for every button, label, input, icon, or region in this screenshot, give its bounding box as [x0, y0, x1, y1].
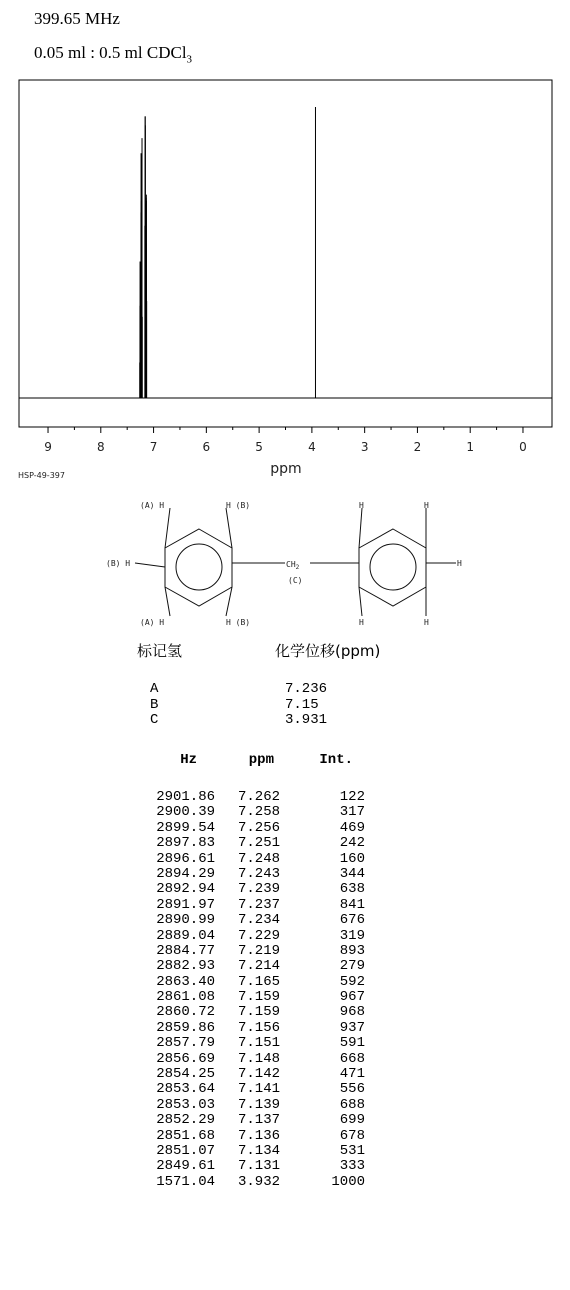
cell-int: 638 [339, 881, 365, 898]
table-row [145, 975, 365, 990]
x-tick-label: 7 [149, 440, 158, 454]
cell-int: 591 [339, 1035, 365, 1052]
cell-int: 668 [339, 1050, 365, 1067]
bond [226, 508, 232, 548]
cell-int: 242 [339, 835, 365, 852]
cell-hz: 2849.61 [156, 1158, 215, 1175]
table-row [145, 1159, 365, 1174]
cell-int: 968 [339, 1004, 365, 1021]
cell-int: 556 [339, 1081, 365, 1098]
cell-ppm: 7.237 [237, 896, 280, 913]
cell-ppm: 7.151 [237, 1035, 280, 1052]
cell-ppm: 7.159 [237, 989, 280, 1006]
cell-hz: 2863.40 [156, 973, 215, 990]
atom-label: H (B) [226, 501, 251, 510]
bond [359, 587, 362, 616]
cell-hz: 2882.93 [156, 958, 215, 975]
cell-hz: 2896.61 [156, 850, 215, 867]
table-row [145, 898, 365, 913]
peak-table [145, 752, 365, 1190]
cell-int: 699 [339, 1112, 365, 1129]
x-tick-label: 0 [519, 440, 527, 454]
cell-hz: 2860.72 [156, 1004, 215, 1021]
table-row [145, 821, 365, 836]
x-tick-label: 2 [413, 440, 422, 454]
cell-int: 678 [339, 1127, 365, 1144]
table-row [145, 1113, 365, 1128]
cell-ppm: 7.131 [237, 1158, 280, 1175]
table-row [145, 836, 365, 851]
assignment-row [150, 698, 327, 714]
assignment-label-header: 标记氢 [137, 642, 183, 660]
x-axis-ticks [44, 427, 527, 454]
cell-hz: 2861.08 [156, 989, 215, 1006]
cell-hz: 2856.69 [156, 1050, 215, 1067]
x-axis-label: ppm [270, 461, 302, 477]
cell-hz: 2900.39 [156, 804, 215, 821]
aromatic-circle-left [176, 544, 222, 590]
plot-frame [19, 80, 552, 427]
x-tick-label: 6 [202, 440, 211, 454]
bond [165, 587, 170, 616]
cell-hz: 2897.83 [156, 835, 215, 852]
table-row [145, 1021, 365, 1036]
cell-int: 160 [339, 850, 365, 867]
cell-ppm: 7.137 [237, 1112, 280, 1129]
table-row [145, 790, 365, 805]
bond [165, 508, 170, 548]
table-row [145, 1082, 365, 1097]
cell-ppm: 7.214 [237, 958, 280, 975]
cell-hz: 2851.68 [156, 1127, 215, 1144]
cell-int: 317 [339, 804, 365, 821]
x-tick-label: 3 [360, 440, 369, 454]
assignment-label: A [150, 681, 159, 697]
spectrometer-frequency: 399.65 MHz [34, 9, 120, 28]
atom-label: H [359, 501, 364, 510]
bond [135, 563, 165, 567]
x-tick-label: 8 [96, 440, 105, 454]
assignment-row [150, 713, 327, 729]
assignment-shift: 7.15 [285, 696, 319, 713]
ch2-subscript: 2 [295, 564, 300, 571]
cell-int: 122 [339, 789, 365, 805]
cell-hz: 2851.07 [156, 1142, 215, 1159]
cell-hz: 2852.29 [156, 1112, 215, 1129]
cell-int: 841 [339, 896, 365, 913]
cell-hz: 2891.97 [156, 896, 215, 913]
peak-table-body [145, 790, 365, 1190]
cell-int: 469 [339, 819, 365, 836]
cell-int: 937 [339, 1019, 365, 1036]
x-tick-label: 1 [466, 440, 475, 454]
sample-text: 0.05 ml : 0.5 ml CDCl [34, 43, 187, 62]
atom-label: H (B) [226, 618, 251, 627]
cell-hz: 2899.54 [156, 819, 215, 836]
cell-ppm: 7.258 [237, 804, 280, 821]
bond [226, 587, 232, 616]
cell-int: 319 [339, 927, 365, 944]
cell-hz: 2854.25 [156, 1066, 215, 1083]
atom-label: H [359, 618, 364, 627]
sample-subscript: 3 [186, 53, 193, 66]
nmr-spectrum-chart [0, 0, 570, 640]
cell-int: 893 [339, 942, 365, 959]
x-tick-label: 4 [308, 440, 316, 454]
cell-ppm: 7.139 [237, 1096, 280, 1113]
ch2-label [286, 560, 300, 571]
cell-int: 1000 [331, 1173, 365, 1190]
molecule-structure [106, 501, 462, 627]
cell-hz: 2857.79 [156, 1035, 215, 1052]
assignment-shift-header: 化学位移(ppm) [275, 642, 381, 660]
table-row [145, 882, 365, 897]
table-row [145, 1175, 365, 1190]
bond [359, 508, 362, 548]
cell-int: 531 [339, 1142, 365, 1159]
assignment-label: C [150, 712, 159, 728]
atom-label: (B) H [106, 559, 131, 568]
cell-ppm: 7.141 [237, 1081, 280, 1098]
table-row [145, 913, 365, 928]
cell-ppm: 7.229 [237, 927, 280, 944]
table-row [145, 1067, 365, 1082]
assignment-table [150, 682, 327, 729]
assignment-row [150, 682, 327, 698]
cell-ppm: 3.932 [237, 1173, 280, 1190]
cell-ppm: 7.159 [237, 1004, 280, 1021]
cell-hz: 2859.86 [156, 1019, 215, 1036]
cell-hz: 2901.86 [156, 789, 215, 805]
atom-label: H [424, 618, 429, 627]
cell-hz: 2853.03 [156, 1096, 215, 1113]
ch2-group-label: (C) [288, 576, 303, 585]
cell-int: 967 [339, 989, 365, 1006]
cell-hz: 2884.77 [156, 942, 215, 959]
cell-int: 471 [339, 1066, 365, 1083]
cell-hz: 2892.94 [156, 881, 215, 898]
cell-ppm: 7.156 [237, 1019, 280, 1036]
assignment-label: B [150, 696, 159, 713]
cell-ppm: 7.234 [237, 912, 280, 929]
assignment-shift: 7.236 [285, 681, 328, 697]
col-ppm-header: ppm [248, 752, 274, 768]
spectrum-id: HSP-49-397 [18, 471, 65, 480]
cell-ppm: 7.256 [237, 819, 280, 836]
assignment-shift: 3.931 [285, 712, 328, 728]
table-row [145, 852, 365, 867]
cell-ppm: 7.243 [237, 865, 280, 882]
cell-hz: 2894.29 [156, 865, 215, 882]
cell-ppm: 7.165 [237, 973, 280, 990]
table-row [145, 867, 365, 882]
col-int-header: Int. [319, 752, 353, 768]
x-tick-label: 5 [255, 440, 263, 454]
aromatic-circle-right [370, 544, 416, 590]
cell-int: 333 [339, 1158, 365, 1175]
cell-ppm: 7.248 [237, 850, 280, 867]
cell-int: 592 [339, 973, 365, 990]
cell-ppm: 7.142 [237, 1066, 280, 1083]
cell-int: 279 [339, 958, 365, 975]
cell-hz: 2890.99 [156, 912, 215, 929]
cell-ppm: 7.262 [237, 789, 280, 805]
cell-int: 688 [339, 1096, 365, 1113]
x-tick-label: 9 [44, 440, 52, 454]
cell-ppm: 7.136 [237, 1127, 280, 1144]
ch2-text: CH [286, 560, 296, 569]
table-row [145, 1036, 365, 1051]
table-row [145, 1098, 365, 1113]
atom-label: (A) H [140, 501, 165, 510]
cell-hz: 2853.64 [156, 1081, 215, 1098]
atom-label: H [457, 559, 462, 568]
table-row [145, 1052, 365, 1067]
peak-table-header [145, 752, 365, 774]
cell-hz: 2889.04 [156, 927, 215, 944]
table-row [145, 959, 365, 974]
atom-label: H [424, 501, 429, 510]
cell-hz: 1571.04 [156, 1173, 215, 1190]
cell-int: 344 [339, 865, 365, 882]
table-row [145, 1144, 365, 1159]
cell-ppm: 7.251 [237, 835, 280, 852]
atom-label: (A) H [140, 618, 165, 627]
cell-ppm: 7.239 [237, 881, 280, 898]
table-row [145, 990, 365, 1005]
cell-int: 676 [339, 912, 365, 929]
table-row [145, 944, 365, 959]
table-row [145, 805, 365, 820]
cell-ppm: 7.219 [237, 942, 280, 959]
spectrum-peaks [140, 107, 316, 398]
col-hz-header: Hz [180, 752, 197, 768]
table-row [145, 929, 365, 944]
cell-ppm: 7.148 [237, 1050, 280, 1067]
table-row [145, 1005, 365, 1020]
cell-ppm: 7.134 [237, 1142, 280, 1159]
table-row [145, 1129, 365, 1144]
